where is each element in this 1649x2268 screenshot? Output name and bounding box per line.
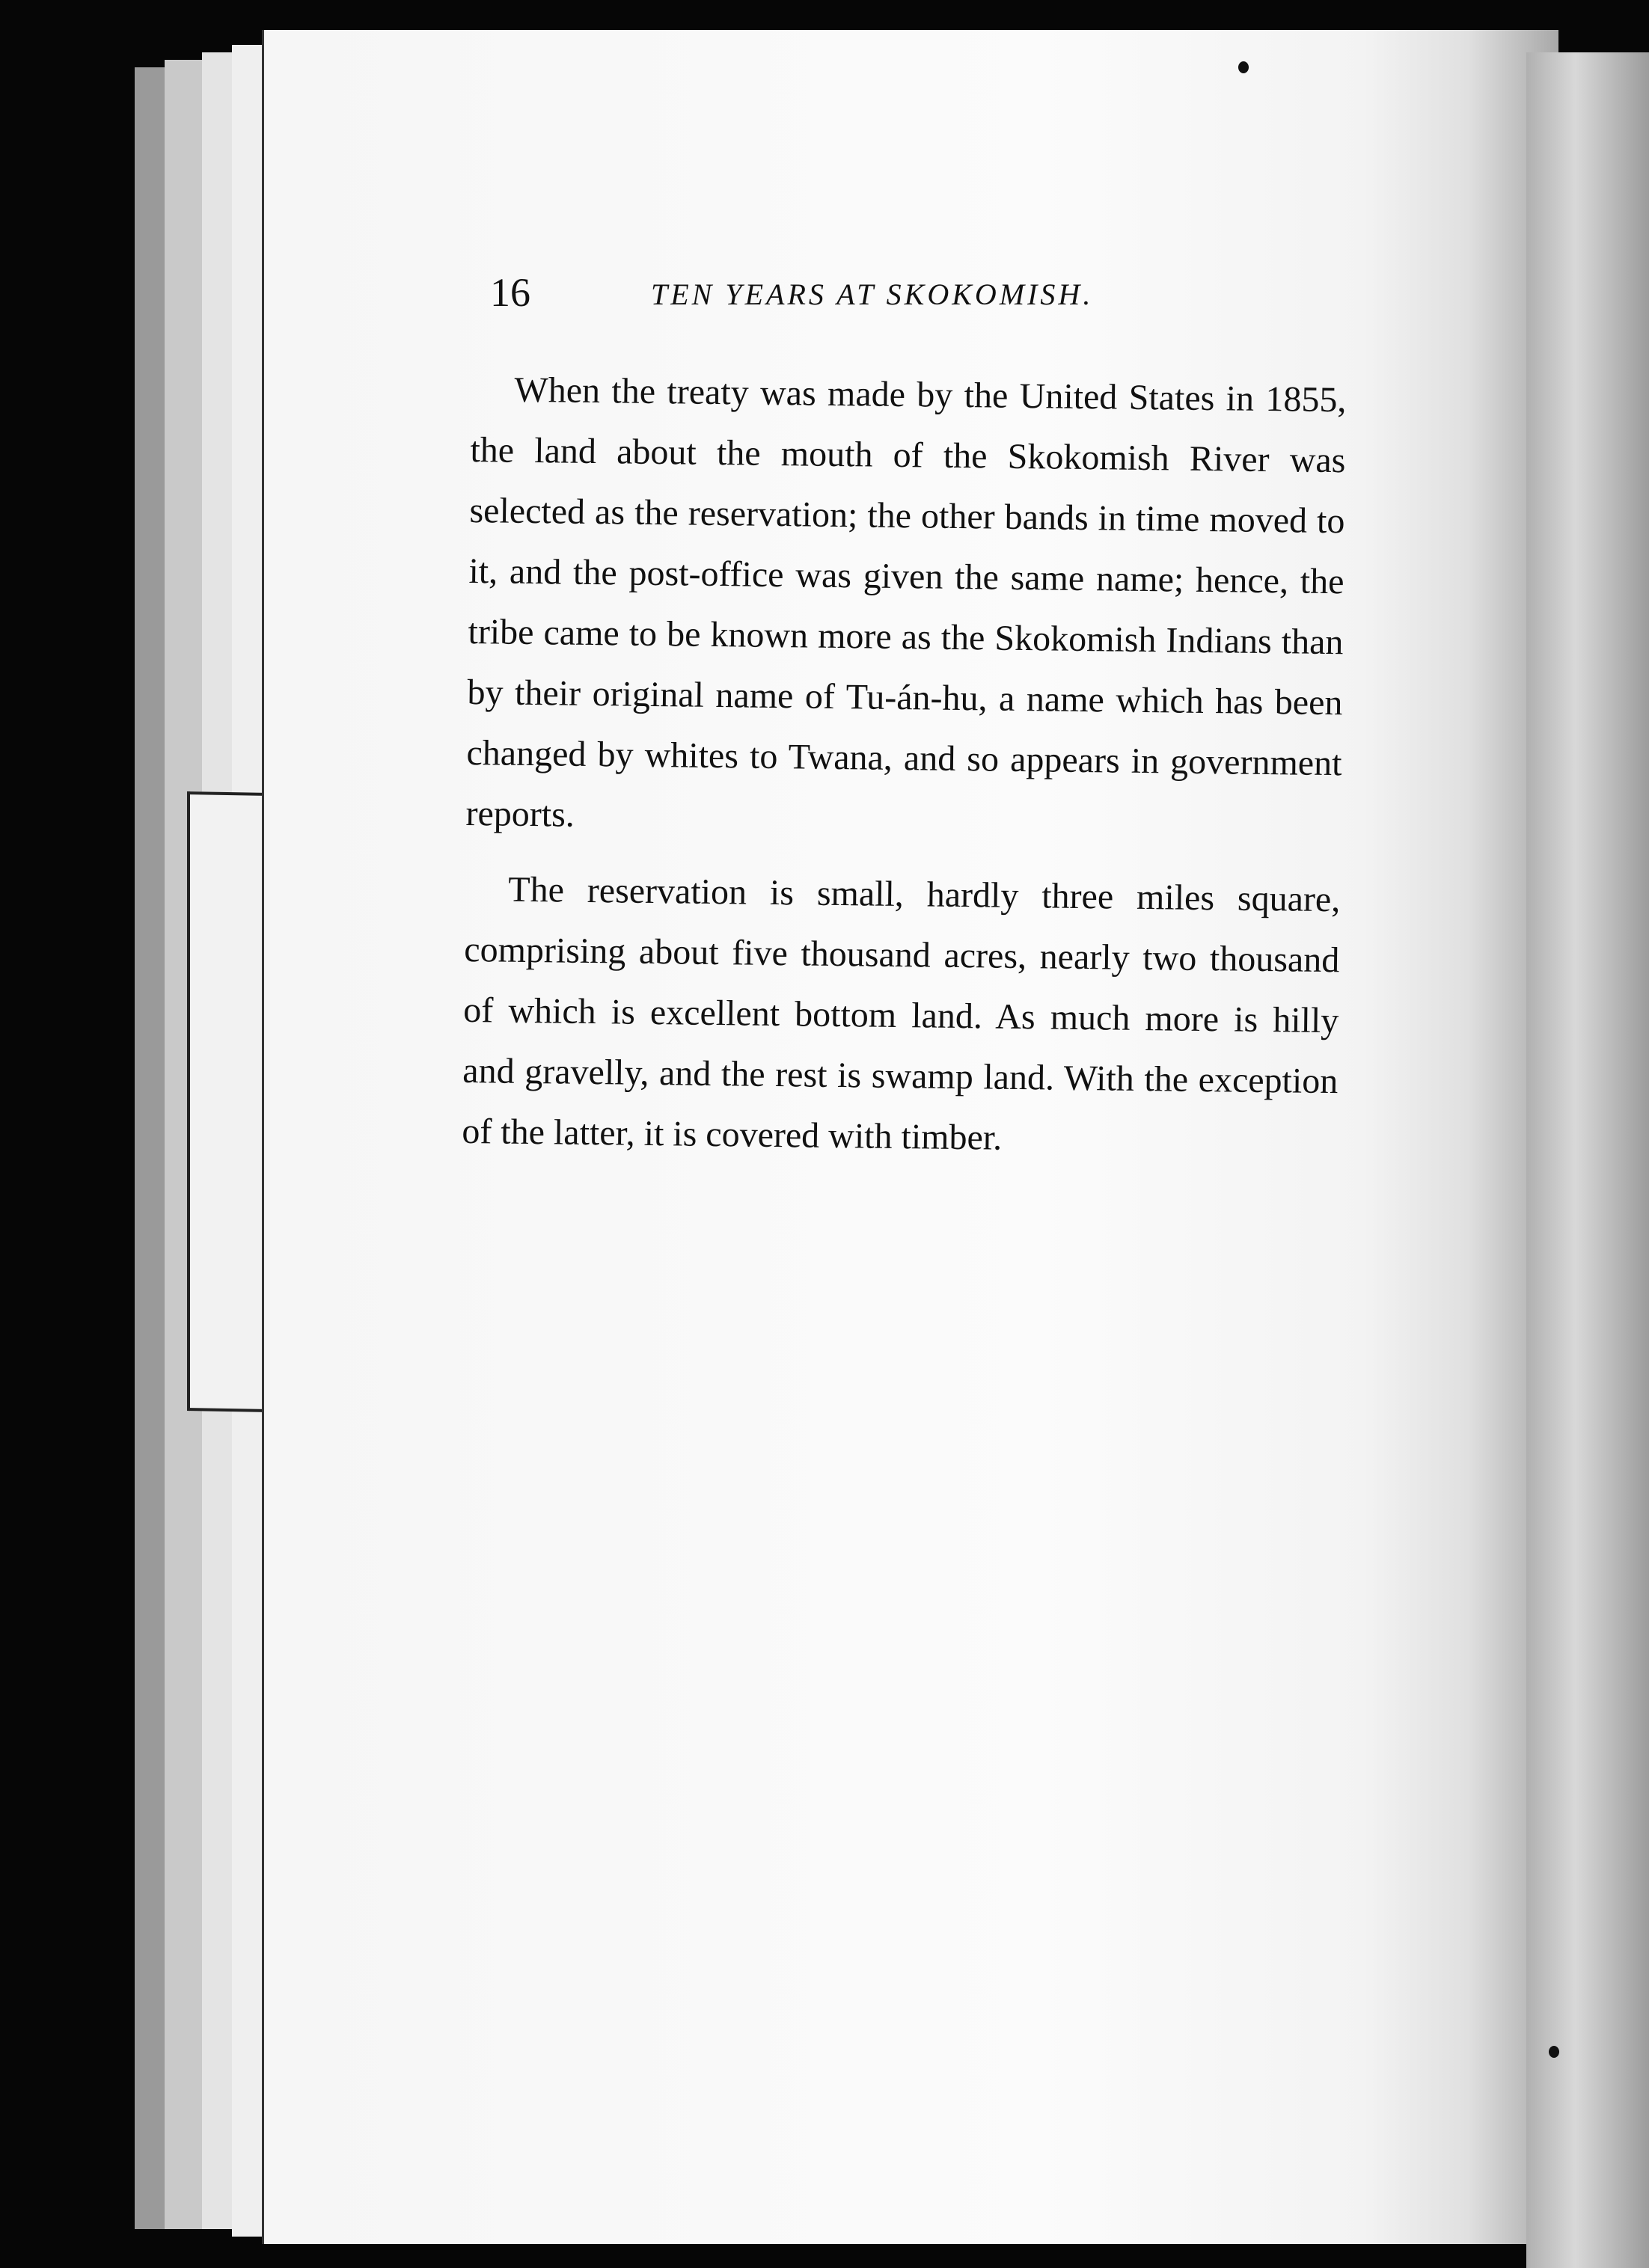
page-number: 16 [490, 270, 530, 315]
ink-spot [1549, 2046, 1559, 2058]
paragraph: When the treaty was made by the United States in 1855, the land about the mouth of the Skokomish River was selected as the reservation; the other bands in time moved to it, and the post-office was given the same name; hence, the tribe came to be known more as the Skokomish Indians than by their original name of Tu-án-hu, a name which has been changed by whites to Twana, and so appears in government reports. [465, 370, 1347, 835]
paragraph: The reservation is small, hardly three miles square, comprising about five thousand acres, nearly two thousand of which is excellent bottom land. As much more is hilly and gravelly, and the rest is swamp land. With the exception of the latter, it is covered with timber. [462, 869, 1341, 1158]
page-header [490, 269, 1238, 329]
page-gutter-shadow [1526, 52, 1649, 2268]
body-text [462, 359, 1347, 1187]
ink-spot [1238, 61, 1249, 73]
running-title: TEN YEARS AT SKOKOMISH. [651, 278, 1094, 311]
